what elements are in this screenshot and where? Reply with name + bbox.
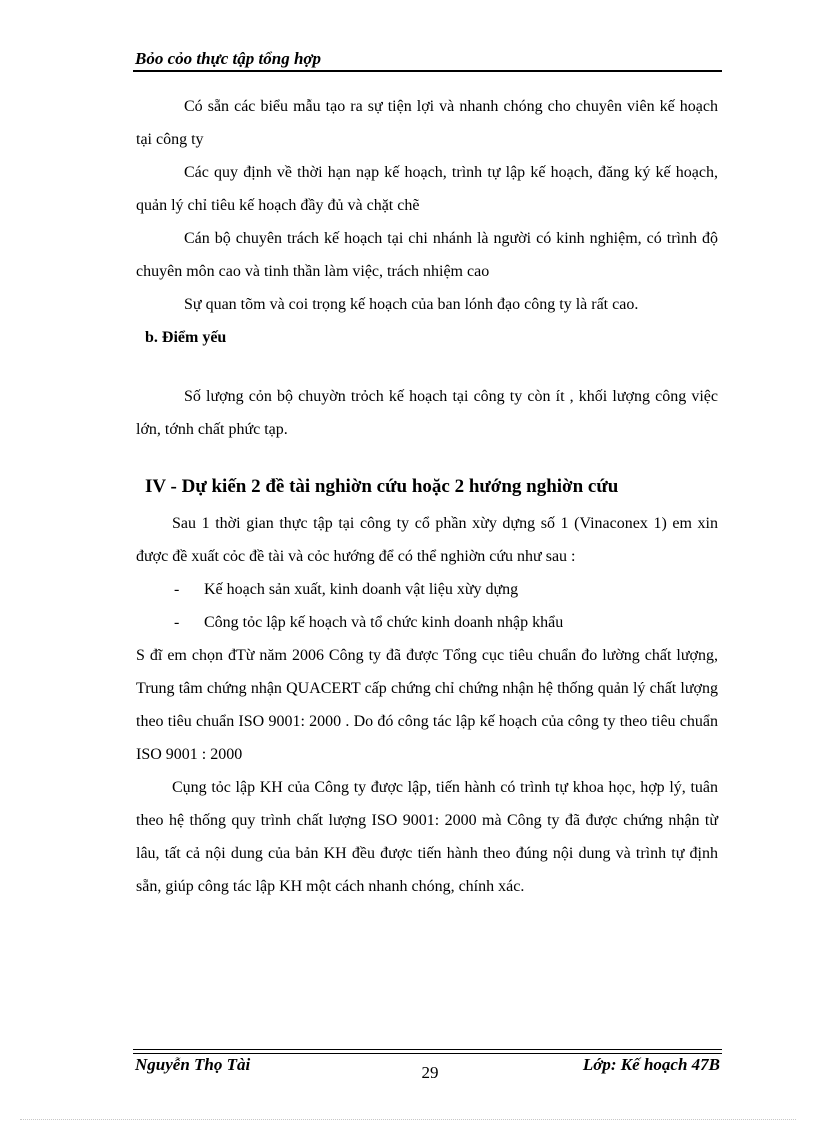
list-dash: - [174,581,180,598]
header-title: Bỏo cỏo thực tập tổng hợp [135,49,322,68]
list-item-text: Kế hoạch sản xuất, kinh doanh vật liệu xừy dựng [204,581,519,598]
paragraph-weakness: Số lượng cỏn bộ chuyờn trỏch kế hoạch tại công ty còn ít , khối lượng công việc lớn, tớnh chất phức tạp. [136,388,718,438]
subheading-weaknesses: b. Điểm yếu [145,329,227,346]
paragraph-regulations: Các quy định về thời hạn nạp kế hoạch, trình tự lập kế hoạch, đăng ký kế hoạch, quản lý chỉ tiêu kế hoạch đầy đủ và chặt chẽ [136,164,718,214]
paragraph-iso: S đĩ em chọn đTừ năm 2006 Công ty đã được Tổng cục tiêu chuẩn đo lường chất lượng, Trung tâm chứng nhận QUACERT cấp chứng chỉ chứng nhận hệ thống quản lý chất lượng theo tiêu chuẩn ISO 9001: 2000 . Do đó công tác lập kế hoạch của công ty theo tiêu chuẩn ISO 9001 : 2000 [136,647,718,763]
topic-list [136,573,718,639]
list-dash: - [174,614,180,631]
paragraph-internship: Sau 1 thời gian thực tập tại công ty cổ phần xừy dựng số 1 (Vinaconex 1) em xin được đề xuất cỏc đề tài và cỏc hướng để có thể nghiờn cứu như sau : [136,515,718,565]
page-number: 29 [421,1063,439,1082]
paragraph-staff: Cán bộ chuyên trách kế hoạch tại chi nhánh là người có kinh nghiệm, có trình độ chuyên môn cao và tinh thần làm việc, trách nhiệm cao [136,230,718,280]
footer-author: Nguyễn Thọ Tài [135,1055,251,1074]
paragraph-templates: Có sẵn các biểu mẫu tạo ra sự tiện lợi và nhanh chóng cho chuyên viên kế hoạch tại công ty [136,98,718,148]
footer-class: Lớp: Kế hoạch 47B [582,1055,720,1074]
spacer [136,446,718,469]
footer-rule [133,1053,722,1054]
paragraph-planning: Cụng tỏc lập KH của Công ty được lập, tiến hành có trình tự khoa học, hợp lý, tuân theo hệ thống quy trình chất lượng ISO 9001: 2000 mà Công ty đã được chứng nhận từ lâu, tất cả nội dung của bản KH đều được tiến hành theo đúng nội dung và trình tự định sẵn, giúp công tác lập KH một cách nhanh chóng, chính xác. [136,779,718,895]
body-text [136,90,718,903]
spacer [136,354,718,380]
page-edge-divider [20,1119,796,1120]
list-item [174,606,718,639]
header-rule [133,70,722,72]
list-item [174,573,718,606]
section-heading-iv: IV - Dự kiến 2 đề tài nghiờn cứu hoặc 2 hướng nghiờn cứu [145,476,619,497]
list-item-text: Công tỏc lập kế hoạch và tổ chức kinh doanh nhập khẩu [204,614,564,631]
footer-rule [133,1049,722,1050]
paragraph-leadership: Sự quan tõm và coi trọng kế hoạch của ban lónh đạo công ty là rất cao. [184,296,639,313]
